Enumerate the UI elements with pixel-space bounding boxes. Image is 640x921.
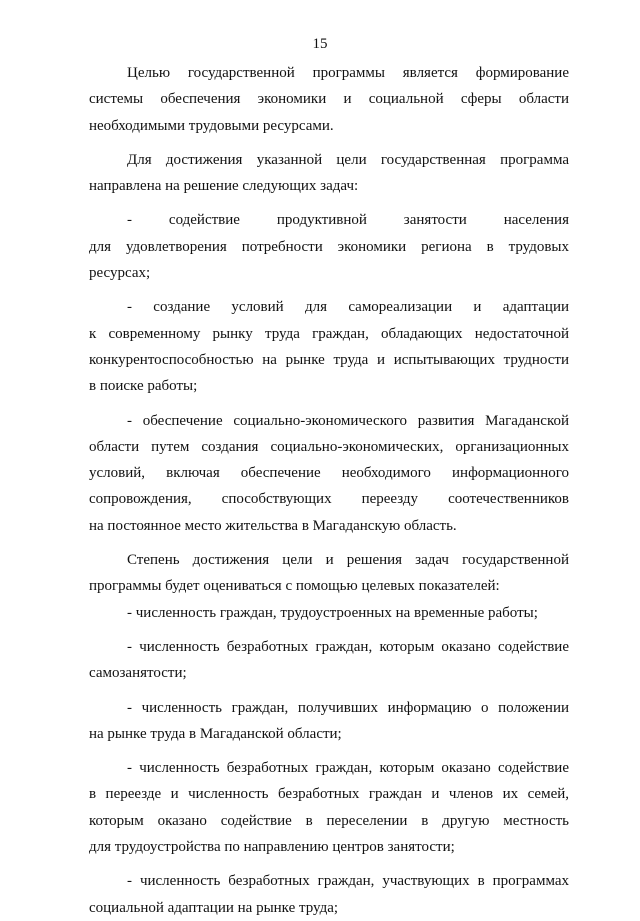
text-line: которым оказано содействие в переселении в другую местность xyxy=(89,812,569,829)
text-line: конкурентоспособностью на рынке труда и испытывающих трудности xyxy=(89,351,569,368)
text-line: - обеспечение социально-экономического развития Магаданской xyxy=(127,412,569,429)
list-item-task-3 xyxy=(89,408,569,539)
list-item-indicator-1 xyxy=(89,600,569,626)
text-line: Для достижения указанной цели государственная программа xyxy=(127,151,569,168)
list-item-task-1 xyxy=(89,207,569,286)
list-item-indicator-4 xyxy=(89,755,569,860)
text-line: Целью государственной программы является формирование xyxy=(127,65,569,81)
list-item-task-2 xyxy=(89,294,569,399)
text-line: - численность граждан, получивших информацию о положении xyxy=(127,699,569,716)
text-line: условий, включая обеспечение необходимого информационного xyxy=(89,465,569,482)
list-item-indicator-3 xyxy=(89,695,569,748)
text-line: самозанятости; xyxy=(89,665,187,682)
text-line: Степень достижения цели и решения задач государственной xyxy=(127,552,569,569)
list-item-indicator-5 xyxy=(89,868,569,921)
paragraph-tasks-intro xyxy=(89,147,569,200)
text-line: в поиске работы; xyxy=(89,378,198,395)
text-line: в переезде и численность безработных граждан и членов их семей, xyxy=(89,786,569,803)
text-line: социальной адаптации на рынке труда; xyxy=(89,899,339,916)
text-line: необходимыми трудовыми ресурсами. xyxy=(89,117,334,134)
text-line: на рынке труда в Магаданской области; xyxy=(89,725,342,742)
text-line: сопровождения, способствующих переезду соотечественников xyxy=(89,491,569,508)
text-line: системы обеспечения экономики и социальной сферы области xyxy=(89,91,569,108)
text-line: программы будет оцениваться с помощью целевых показателей: xyxy=(89,578,500,595)
paragraph-indicators-intro xyxy=(89,547,569,600)
paragraph-goal xyxy=(89,60,569,139)
text-line: - численность безработных граждан, участвующих в программах xyxy=(127,873,569,890)
text-line: к современному рынку труда граждан, обладающих недостаточной xyxy=(89,325,569,342)
text-line: - численность граждан, трудоустроенных на временные работы; xyxy=(127,604,538,621)
text-line: для удовлетворения потребности экономики региона в трудовых xyxy=(89,238,569,255)
text-line: ресурсах; xyxy=(89,265,151,282)
text-line: направлена на решение следующих задач: xyxy=(89,178,359,195)
text-line: на постоянное место жительства в Магаданскую область. xyxy=(89,517,457,534)
text-line: области путем создания социально-экономических, организационных xyxy=(89,438,569,455)
text-line: - численность безработных граждан, которым оказано содействие xyxy=(127,638,569,655)
text-line: для трудоустройства по направлению центров занятости; xyxy=(89,839,455,856)
document-body xyxy=(89,60,569,921)
list-item-indicator-2 xyxy=(89,634,569,687)
text-line: - создание условий для самореализации и адаптации xyxy=(127,299,569,316)
page-number: 15 xyxy=(312,36,328,52)
text-line: - численность безработных граждан, которым оказано содействие xyxy=(127,760,569,777)
text-line: - содействие продуктивной занятости населения xyxy=(127,212,569,229)
